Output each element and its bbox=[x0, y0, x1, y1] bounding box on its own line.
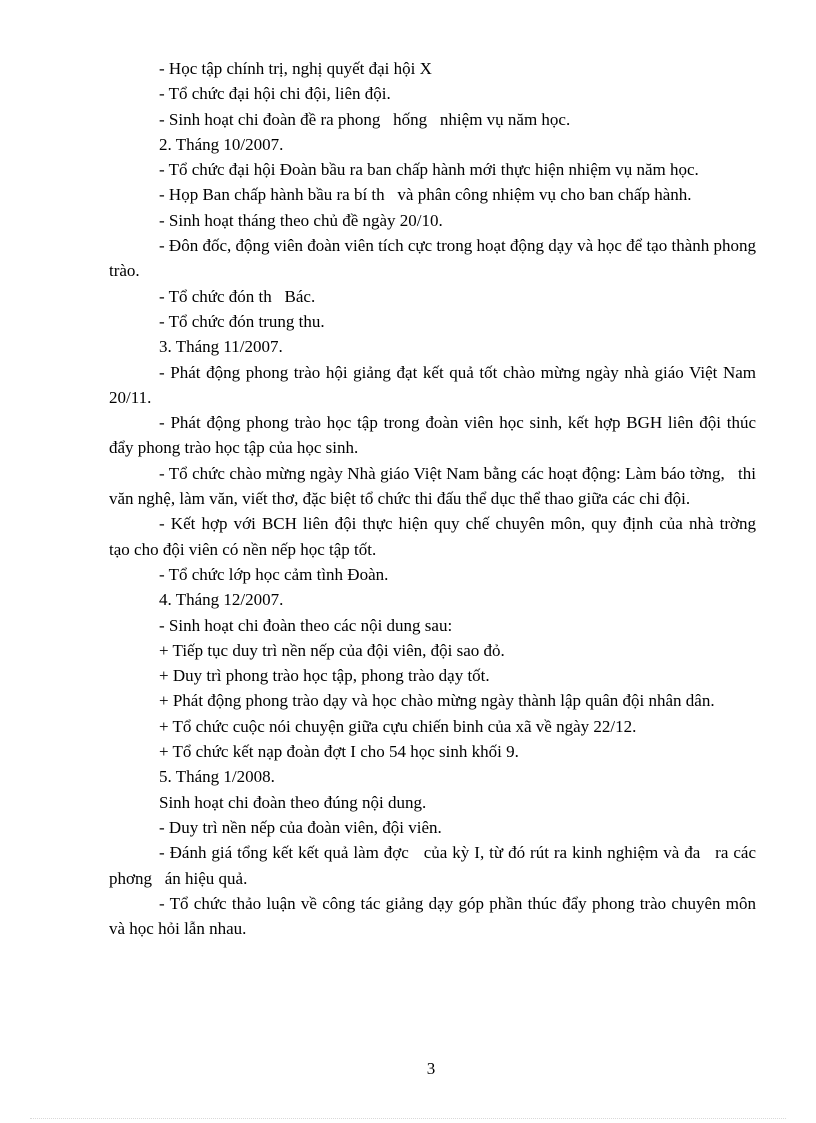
paragraph: - Sinh hoạt tháng theo chủ đề ngày 20/10. bbox=[159, 210, 443, 230]
paragraph: - Tổ chức đón trung thu. bbox=[159, 311, 325, 331]
document-body bbox=[109, 56, 769, 941]
paragraph: - Tổ chức đón th Bác. bbox=[159, 286, 316, 306]
paragraph: + Tổ chức cuộc nói chuyện giữa cựu chiến binh của xã về ngày 22/12. bbox=[159, 716, 637, 736]
page-bottom-rule bbox=[30, 1118, 786, 1119]
paragraph: - Phát động phong trào học tập trong đoàn viên học sinh, kết hợp BGH liên đội thúc đẩy phong trào học tập của học sinh. bbox=[109, 413, 761, 458]
paragraph: - Sinh hoạt chi đoàn theo các nội dung sau: bbox=[159, 615, 453, 635]
section-heading: 3. Tháng 11/2007. bbox=[159, 337, 283, 357]
paragraph: - Họp Ban chấp hành bầu ra bí th và phân công nhiệm vụ cho ban chấp hành. bbox=[159, 185, 692, 205]
paragraph: - Tổ chức đại hội chi đội, liên đội. bbox=[159, 84, 391, 104]
paragraph: + Tổ chức kết nạp đoàn đợt I cho 54 học sinh khối 9. bbox=[159, 742, 519, 762]
paragraph: - Đôn đốc, động viên đoàn viên tích cực trong hoạt động dạy và học để tạo thành phong trào. bbox=[109, 236, 761, 281]
paragraph: - Học tập chính trị, nghị quyết đại hội X bbox=[159, 59, 432, 78]
paragraph: - Tổ chức chào mừng ngày Nhà giáo Việt Nam bằng các hoạt động: Làm báo tờng, thi văn nghệ, làm văn, viết thơ, đặc biệt tổ chức thi đấu thể dục thể thao giữa các chi đội. bbox=[109, 463, 761, 509]
paragraph: + Duy trì phong trào học tập, phong trào dạy tốt. bbox=[159, 666, 490, 686]
paragraph: - Tổ chức thảo luận về công tác giảng dạy góp phần thúc đẩy phong trào chuyên môn và học hỏi lẫn nhau. bbox=[109, 893, 761, 939]
paragraph: + Phát động phong trào dạy và học chào mừng ngày thành lập quân đội nhân dân. bbox=[159, 691, 715, 711]
paragraph: Sinh hoạt chi đoàn theo đúng nội dung. bbox=[159, 792, 427, 812]
section-heading: 5. Tháng 1/2008. bbox=[159, 767, 275, 787]
paragraph: + Tiếp tục duy trì nền nếp của đội viên, đội sao đỏ. bbox=[159, 640, 505, 660]
paragraph: - Đánh giá tổng kết kết quả làm đợc của kỳ I, từ đó rút ra kinh nghiệm và đa ra các phơng án hiệu quả. bbox=[109, 843, 761, 888]
paragraph: - Tổ chức đại hội Đoàn bầu ra ban chấp hành mới thực hiện nhiệm vụ năm học. bbox=[159, 160, 699, 180]
paragraph: - Sinh hoạt chi đoàn đề ra phong hống nhiệm vụ năm học. bbox=[159, 109, 571, 129]
paragraph: - Tổ chức lớp học cảm tình Đoàn. bbox=[159, 564, 389, 584]
paragraph: - Kết hợp với BCH liên đội thực hiện quy chế chuyên môn, quy định của nhà trờng tạo cho đội viên có nền nếp học tập tốt. bbox=[109, 514, 769, 559]
paragraph: - Duy trì nền nếp của đoàn viên, đội viên. bbox=[159, 817, 442, 837]
section-heading: 2. Tháng 10/2007. bbox=[159, 134, 284, 154]
paragraph: - Phát động phong trào hội giảng đạt kết quả tốt chào mừng ngày nhà giáo Việt Nam 20/11. bbox=[109, 362, 761, 407]
section-heading: 4. Tháng 12/2007. bbox=[159, 590, 284, 610]
page-number: 3 bbox=[426, 1059, 436, 1078]
